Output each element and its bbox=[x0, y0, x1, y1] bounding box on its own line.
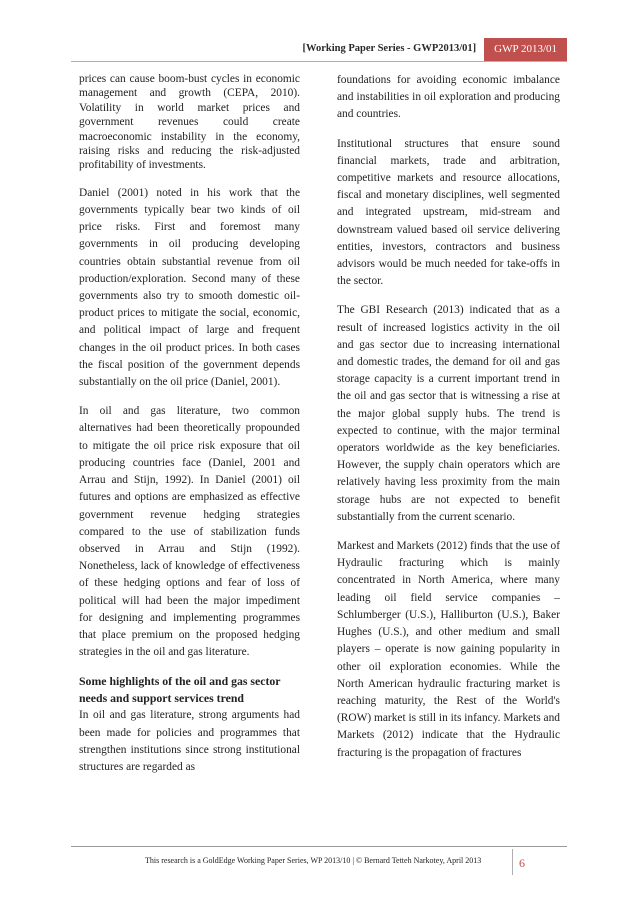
series-label: [Working Paper Series - GWP2013/01] bbox=[302, 43, 477, 54]
left-column bbox=[79, 72, 300, 788]
section-heading: Some highlights of the oil and gas sector needs and support services trend bbox=[79, 674, 281, 706]
paragraph: Markest and Markets (2012) finds that the use of Hydraulic fracturing which is mainly concentrated in North America, where many leading oil field service companies – Schlumberger (U.S.), Halliburton (U.S.), Baker Hughes (U.S.), and other medium and small players – operate is now gaining popularity in other oil exploration economies. While the North American hydraulic fracturing market is reaching maturity, the Rest of the World's (ROW) market is still in its infancy. Markets and Markets (2012) indicate that the Hydraulic fracturing is the propagation of fractures bbox=[337, 540, 560, 759]
footer-divider bbox=[71, 846, 567, 847]
paragraph: Institutional structures that ensure sound financial markets, trade and arbitration, competitive markets and resource allocations, fiscal and monetary disciplines, well segmented and integrated upstream, mid-stream and downstream valued based oil service delivering entities, investors, contractors and business advisors would be much needed for take-offs in the sector. bbox=[337, 137, 560, 288]
footer-text: This research is a GoldEdge Working Paper Series, WP 2013/10 | © Bernard Tetteh Narkotey, April 2013 bbox=[145, 856, 482, 865]
paragraph: foundations for avoiding economic imbalance and instabilities in oil exploration and producing and countries. bbox=[337, 74, 560, 121]
header-divider bbox=[71, 61, 567, 62]
paragraph: Daniel (2001) noted in his work that the governments typically bear two kinds of oil price risks. First and foremost many governments in oil producing developing countries obtain substantial revenue from oil production/exploration. Second many of these governments also try to smooth domestic oil-product prices to mitigate the social, economic, and political impact of large and frequent changes in the oil product prices. In both cases the fiscal position of the government depends substantially on the oil price (Daniel, 2001). bbox=[79, 186, 300, 389]
paragraph: In oil and gas literature, two common alternatives had been theoretically propounded to mitigate the oil price risk exposure that oil producing countries face (Daniel, 2001 and Arrau and Stijn, 1992). In Daniel (2001) oil futures and options are emphasized as effective government revenue hedging strategies compared to the use of stabilization funds observed in Arrau and Stijn (1992). Nonetheless, lack of knowledge of effectiveness of these hedging options and fear of loss of political will had been the major impediment for designing and implementing programmes that place premium on the proposed hedging strategies in the oil and gas literature. bbox=[79, 405, 300, 659]
right-column bbox=[337, 72, 560, 774]
paragraph: The GBI Research (2013) indicated that as a result of increased logistics activity in the oil and gas sector due to increasing international and domestic trades, the demand for oil and gas storage capacity is a current important trend in the oil and gas sector that is witnessing a rise at the major global supply hubs. The trend is expected to continue, with the major terminal operators worldwide as the key beneficiaries. However, the supply chain operators which are relatively having less proximity from the main storage hubs are not expected to benefit substantially from the current scenario. bbox=[337, 304, 560, 523]
paragraph: In oil and gas literature, strong arguments had been made for policies and programmes that strengthen institutions since strong institutional structures are regarded as bbox=[79, 709, 300, 773]
running-header bbox=[303, 38, 567, 61]
page-number: 6 bbox=[512, 849, 531, 875]
series-tag: GWP 2013/01 bbox=[484, 38, 567, 61]
paragraph: prices can cause boom-bust cycles in economic management and growth (CEPA, 2010). Volatility in world market prices and government revenues could create macroeconomic instability in the economy, raising risks and reducing the risk-adjusted profitability of investments. bbox=[79, 73, 300, 172]
